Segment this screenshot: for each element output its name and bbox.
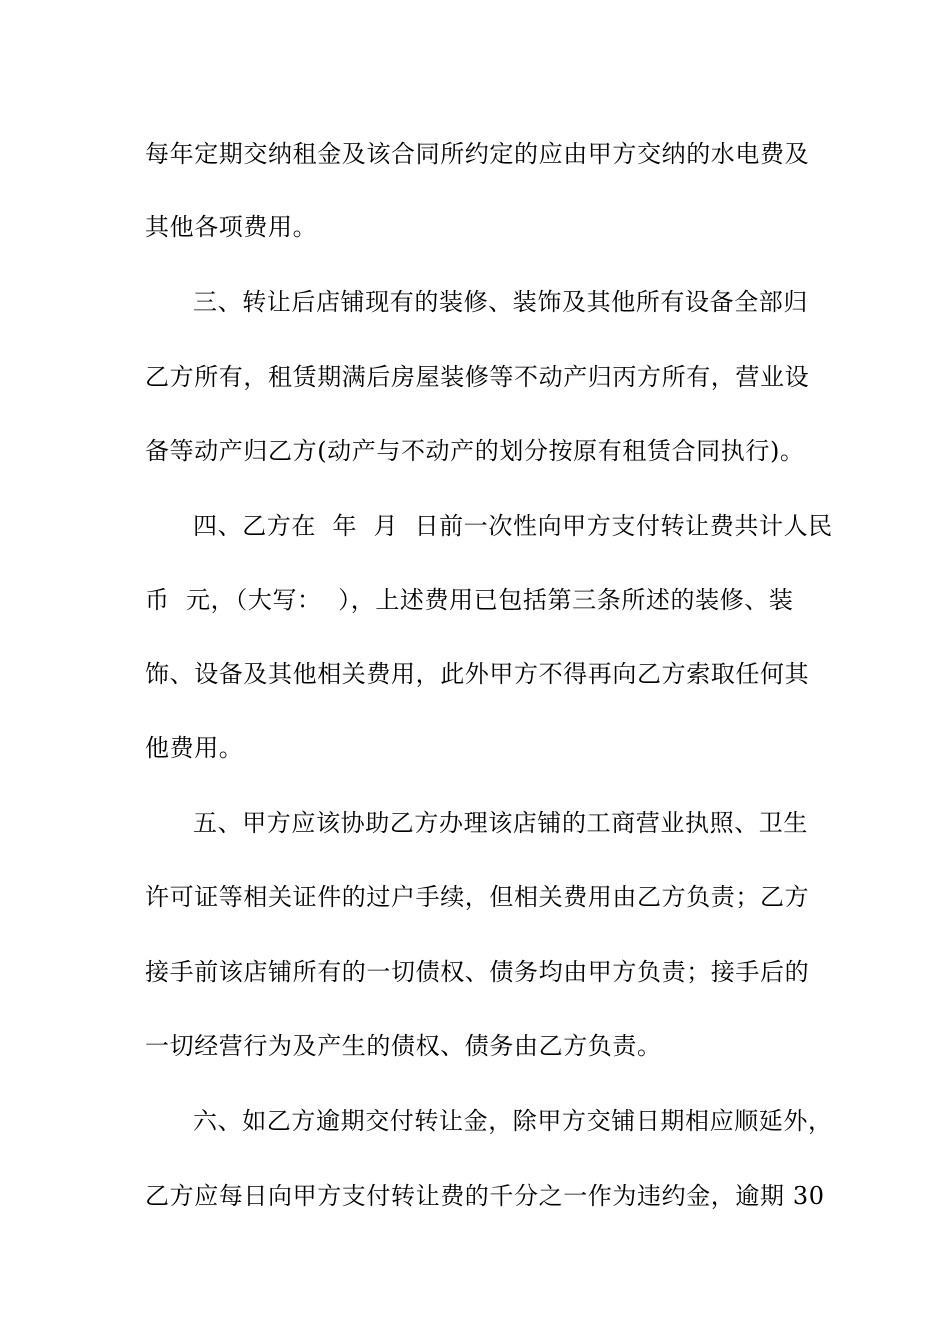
text-line: 乙方应每日向甲方支付转让费的千分之一作为违约金，逾期 30 — [145, 1182, 825, 1210]
text-line: 备等动产归乙方(动产与不动产的划分按原有租赁合同执行)。 — [145, 437, 805, 465]
text-line: 饰、设备及其他相关费用，此外甲方不得再向乙方索取任何其 — [145, 660, 810, 688]
paragraph-4-first-line: 四、乙方在 年 月 日前一次性向甲方支付转让费共计人民 — [193, 512, 833, 540]
text-line: 乙方所有，租赁期满后房屋装修等不动产归丙方所有，营业设 — [145, 363, 810, 391]
text-line: 币 元，（大写： ），上述费用已包括第三条所述的装修、装 — [145, 586, 794, 614]
paragraph-5-first-line: 五、甲方应该协助乙方办理该店铺的工商营业执照、卫生 — [193, 809, 808, 837]
text-line: 每年定期交纳租金及该合同所约定的应由甲方交纳的水电费及 — [145, 140, 810, 168]
paragraph-3-first-line: 三、转让后店铺现有的装修、装饰及其他所有设备全部归 — [193, 288, 808, 316]
text-line: 接手前该店铺所有的一切债权、债务均由甲方负责；接手后的 — [145, 958, 810, 986]
paragraph-6-first-line: 六、如乙方逾期交付转让金，除甲方交铺日期相应顺延外， — [193, 1107, 833, 1135]
text-line: 许可证等相关证件的过户手续，但相关费用由乙方负责；乙方 — [145, 883, 810, 911]
text-line: 他费用。 — [145, 734, 244, 762]
text-line: 其他各项费用。 — [145, 213, 318, 241]
text-line: 一切经营行为及产生的债权、债务由乙方负责。 — [145, 1032, 662, 1060]
